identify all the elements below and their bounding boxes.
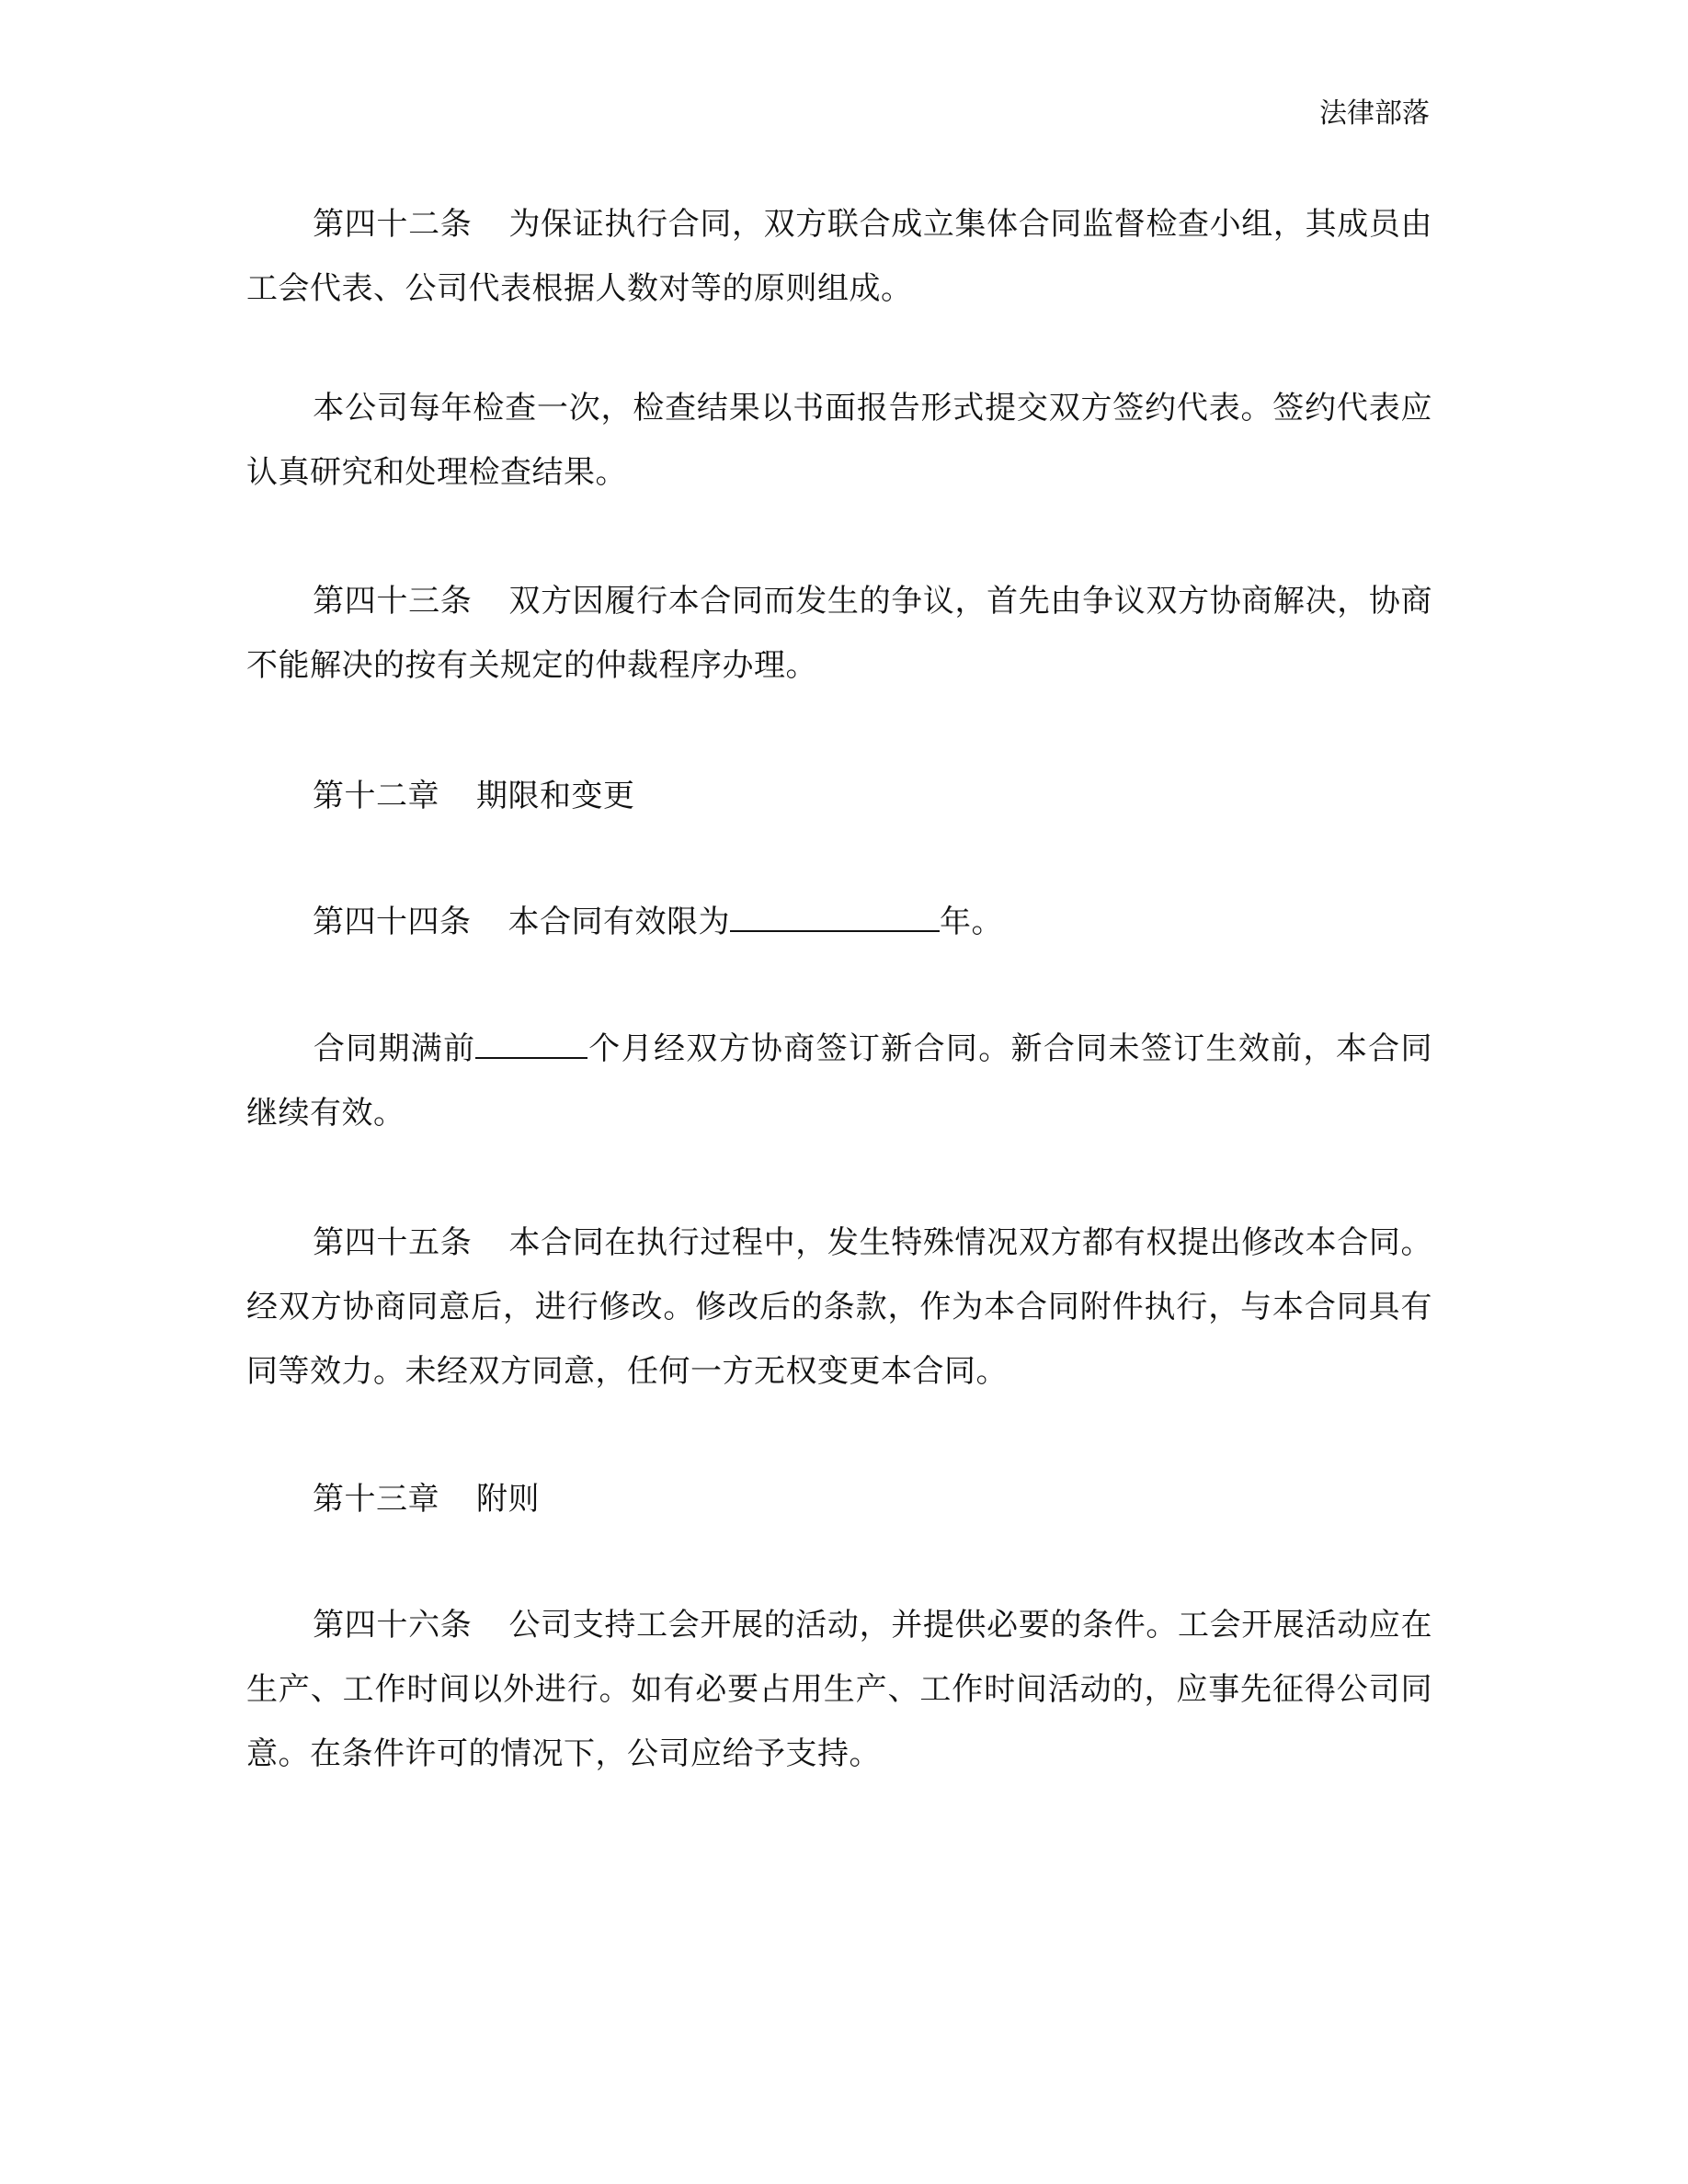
article-45 [246,1211,1432,1404]
article-text: 为保证执行合同，双方联合成立集体合同监督检查小组，其成员由工会代表、公司代表根据人数对等的原则组成。 [246,206,1433,307]
chapter-12-heading [246,764,1432,828]
article-label: 第四十二条 [313,206,473,243]
article-44 [246,890,1432,954]
page-header: 法律部落 [1319,97,1430,130]
renewal-paragraph [246,1017,1432,1145]
chapter-title: 期限和变更 [476,778,635,814]
article-label: 第四十五条 [313,1224,473,1261]
inspection-paragraph [246,376,1432,505]
article-label: 第四十四条 [313,904,472,940]
article-text-before: 本合同有效限为 [508,904,730,940]
chapter-label: 第十二章 [313,778,439,814]
article-label: 第四十六条 [313,1607,473,1644]
article-text: 本合同在执行过程中，发生特殊情况双方都有权提出修改本合同。经双方协商同意后，进行修改。修改后的条款，作为本合同附件执行，与本合同具有同等效力。未经双方同意，任何一方无权变更本合同。 [246,1224,1433,1390]
article-text-after: 年。 [940,904,1003,940]
article-text: 公司支持工会开展的活动，并提供必要的条件。工会开展活动应在生产、工作时间以外进行。如有必要占用生产、工作时间活动的，应事先征得公司同意。在条件许可的情况下，公司应给予支持。 [246,1607,1433,1772]
term-years-blank [730,903,940,932]
paragraph-text: 本公司每年检查一次，检查结果以书面报告形式提交双方签约代表。签约代表应认真研究和处理检查结果。 [246,390,1432,491]
chapter-title: 附则 [476,1481,540,1518]
article-text: 双方因履行本合同而发生的争议，首先由争议双方协商解决，协商不能解决的按有关规定的仲裁程序办理。 [246,583,1433,684]
chapter-label: 第十三章 [313,1481,439,1518]
paragraph-text-after: 个月经双方协商签订新合同。新合同未签订生效前，本合同继续有效。 [246,1030,1432,1132]
months-blank [475,1029,587,1059]
article-43 [246,569,1432,698]
article-42 [246,192,1432,321]
chapter-13-heading [246,1467,1432,1531]
article-46 [246,1593,1432,1786]
paragraph-text-before: 合同期满前 [313,1030,476,1067]
article-label: 第四十三条 [313,583,473,620]
